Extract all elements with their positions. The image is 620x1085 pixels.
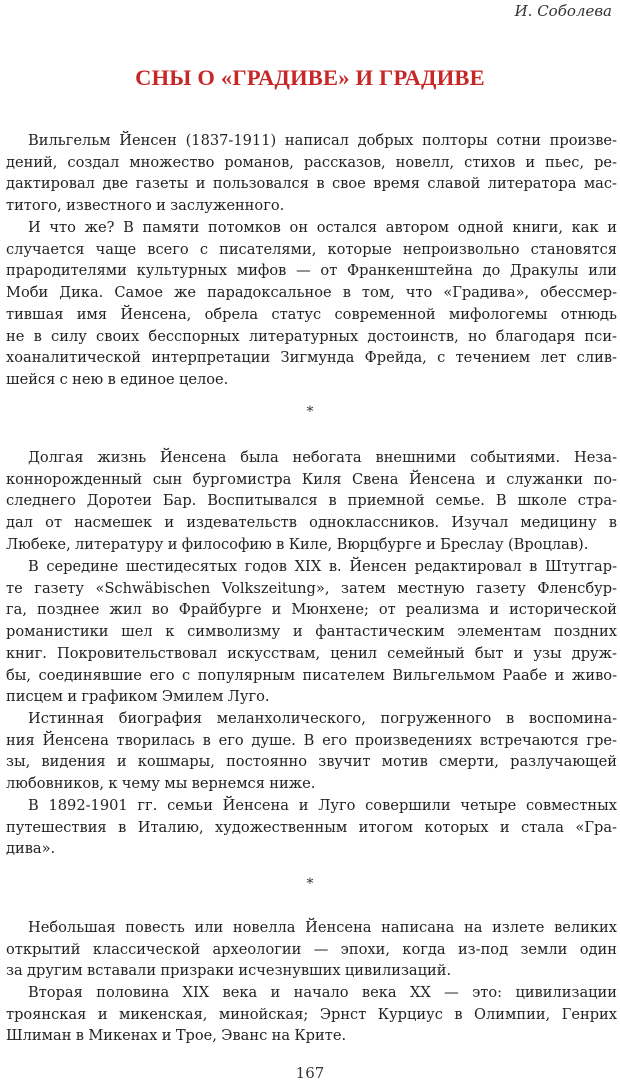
paragraph-7-line-3: за другим вставали призраки исчезнувших цивилизаций. bbox=[6, 962, 452, 980]
paragraph-8-line-3: Шлиман в Микенах и Трое, Эванс на Крите. bbox=[6, 1027, 347, 1045]
paragraph-5-line-4: любовников, к чему мы вернемся ниже. bbox=[6, 775, 316, 793]
paragraph-5 bbox=[6, 708, 617, 795]
paragraph-8-line-1: Вторая половина XIX века и начало века XX — это: цивилизации bbox=[28, 984, 617, 1001]
paragraph-7 bbox=[6, 917, 617, 982]
paragraph-4-line-7: писцем и графиком Эмилем Луго. bbox=[6, 688, 270, 706]
paragraph-2-line-2: случается чаще всего с писателями, которые непроизвольно становятся bbox=[6, 240, 617, 258]
paragraph-7-line-1: Небольшая повесть или новелла Йенсена написана на излете великих bbox=[28, 919, 617, 936]
paragraph-2-line-5: тившая имя Йенсена, обрела статус современной мифологемы отнюдь bbox=[6, 305, 617, 323]
paragraph-6-line-3: дива». bbox=[6, 840, 56, 858]
paragraph-3-line-1: Долгая жизнь Йенсена была небогата внешними событиями. Неза- bbox=[28, 449, 617, 466]
section-separator-2: * bbox=[306, 876, 314, 892]
section-separator-1: * bbox=[306, 404, 314, 420]
paragraph-3-line-3: следнего Доротеи Бар. Воспитывался в приемной семье. В школе стра- bbox=[6, 492, 617, 510]
running-head-author: И. Соболева bbox=[514, 2, 612, 20]
paragraph-6-line-2: путешествия в Италию, художественным итогом которых и стала «Гра- bbox=[6, 818, 617, 836]
paragraph-1-line-4: титого, известного и заслуженного. bbox=[6, 197, 285, 215]
paragraph-4-line-5: книг. Покровительствовал искусствам, ценил семейный быт и узы друж- bbox=[6, 644, 617, 662]
paragraph-4-line-6: бы, соединявшие его с популярным писателем Вильгельмом Раабе и живо- bbox=[6, 666, 617, 684]
paragraph-5-line-1: Истинная биография меланхолического, погруженного в воспомина- bbox=[28, 710, 617, 727]
paragraph-5-line-3: зы, видения и кошмары, постоянно звучит мотив смерти, разлучающей bbox=[6, 753, 617, 771]
paragraph-3-line-2: коннорожденный сын бургомистра Киля Свена Йенсена и служанки по- bbox=[6, 470, 617, 488]
paragraph-2-line-1: И что же? В памяти потомков он остался автором одной книги, как и bbox=[28, 219, 617, 236]
paragraph-1-line-3: дактировал две газеты и пользовался в свое время славой литератора мас- bbox=[6, 175, 617, 193]
paragraph-3-line-4: дал от насмешек и издевательств одноклассников. Изучал медицину в bbox=[6, 514, 617, 532]
paragraph-1 bbox=[6, 130, 617, 217]
paragraph-6 bbox=[6, 795, 617, 860]
paragraph-2-line-4: Моби Дика. Самое же парадоксальное в том, что «Градива», обессмер- bbox=[6, 284, 617, 302]
paragraph-3 bbox=[6, 447, 617, 556]
paragraph-2-line-3: прародителями культурных мифов — от Франкенштейна до Дракулы или bbox=[6, 262, 617, 280]
paragraph-2-line-7: хоаналитической интерпретации Зигмунда Фрейда, с течением лет слив- bbox=[6, 349, 617, 367]
paragraph-4-line-3: га, позднее жил во Фрайбурге и Мюнхене; от реализма и исторической bbox=[6, 601, 617, 619]
paragraph-7-line-2: открытий классической археологии — эпохи, когда из-под земли один bbox=[6, 940, 617, 958]
chapter-title: СНЫ О «ГРАДИВЕ» И ГРАДИВЕ bbox=[135, 65, 485, 90]
page-number: 167 bbox=[295, 1064, 325, 1082]
paragraph-8-line-2: троянская и микенская, минойская; Эрнст Курциус в Олимпии, Генрих bbox=[6, 1005, 617, 1023]
paragraph-2 bbox=[6, 217, 617, 391]
paragraph-4-line-1: В середине шестидесятых годов XIX в. Йенсен редактировал в Штутгар- bbox=[28, 558, 617, 575]
paragraph-1-line-1: Вильгельм Йенсен (1837-1911) написал добрых полторы сотни произве- bbox=[28, 132, 617, 149]
paragraph-2-line-6: не в силу своих бесспорных литературных достоинств, но благодаря пси- bbox=[6, 327, 617, 345]
paragraph-8 bbox=[6, 982, 617, 1047]
paragraph-4-line-2: те газету «Schwäbischen Volkszeitung», затем местную газету Фленсбур- bbox=[6, 579, 617, 597]
paragraph-5-line-2: ния Йенсена творилась в его душе. В его произведениях встречаются гре- bbox=[6, 731, 617, 749]
paragraph-3-line-5: Любеке, литературу и философию в Киле, Вюрцбурге и Бреслау (Вроцлав). bbox=[6, 535, 589, 553]
paragraph-2-line-8: шейся с нею в единое целое. bbox=[6, 370, 229, 388]
paragraph-1-line-2: дений, создал множество романов, рассказов, новелл, стихов и пьес, ре- bbox=[6, 153, 617, 171]
paragraph-4-line-4: романистики шел к символизму и фантастическим элементам поздних bbox=[6, 623, 617, 641]
paragraph-6-line-1: В 1892-1901 гг. семьи Йенсена и Луго совершили четыре совместных bbox=[28, 797, 617, 814]
paragraph-4 bbox=[6, 556, 617, 708]
